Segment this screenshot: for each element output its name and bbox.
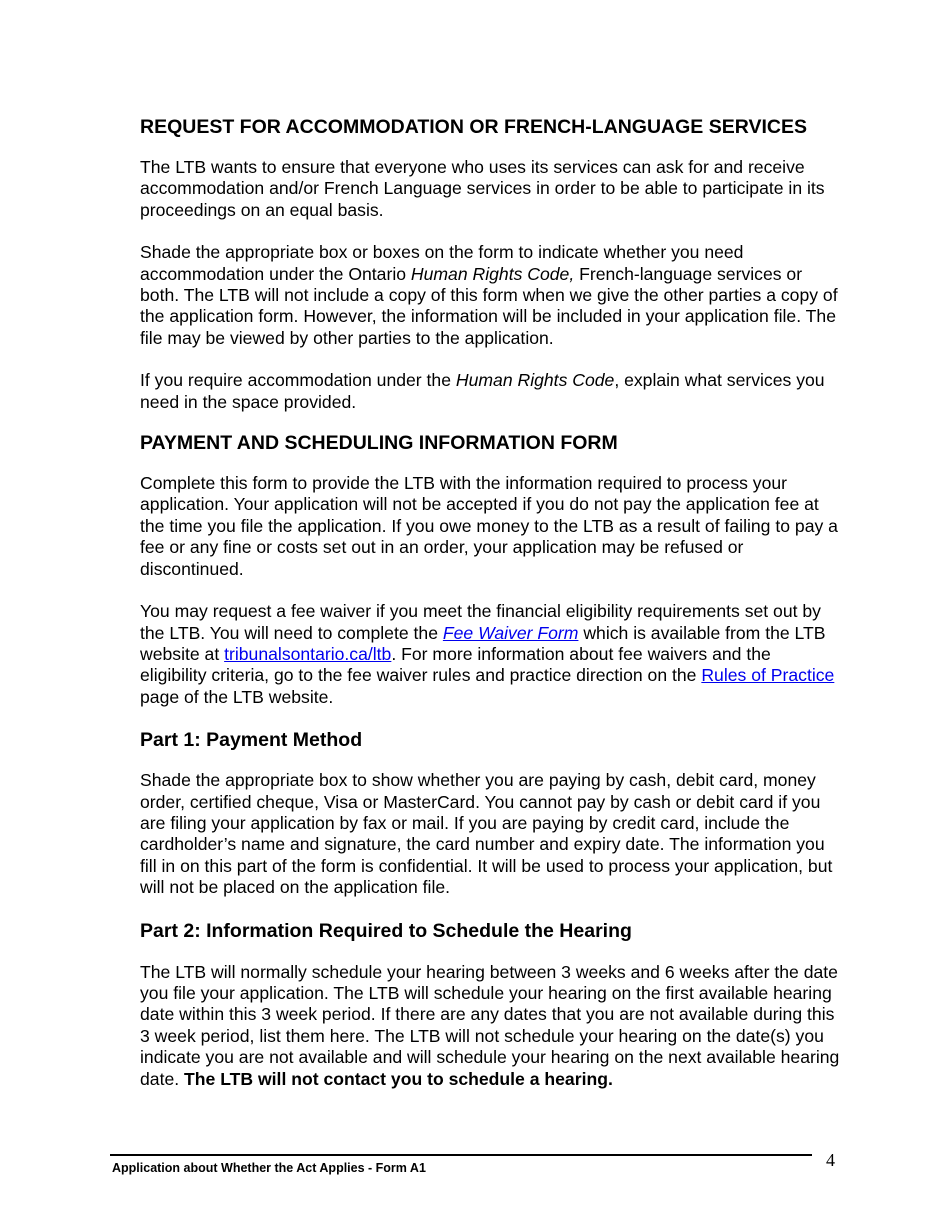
- footer-form-title: Application about Whether the Act Applies - Form A1: [112, 1161, 426, 1175]
- text-span: If you require accommodation under the: [140, 370, 456, 391]
- accommodation-paragraph-1: The LTB wants to ensure that everyone who uses its services can ask for and receive accommodation and/or French Language services in order to be able to participate in its proceedings on an equal basis.: [140, 157, 825, 220]
- payment-paragraph-1: Complete this form to provide the LTB with the information required to process your application. Your application will not be accepted if you do not pay the application fee at the time you file the application. If you owe money to the LTB as a result of failing to pay a fee or any fine or costs set out in an order, your application may be refused or discontinued.: [140, 473, 838, 579]
- payment-paragraph-2: [140, 601, 842, 708]
- part1-paragraph: Shade the appropriate box to show whether you are paying by cash, debit card, money order, certified cheque, Visa or MasterCard. You cannot pay by cash or debit card if you are filing your application by fax or mail. If you are paying by credit card, include the cardholder’s name and signature, the card number and expiry date. The information you fill in on this part of the form is confidential. It will be used to process your application, but will not be placed on the application file.: [140, 770, 833, 898]
- text-span: page of the LTB website.: [140, 686, 334, 707]
- text-span: The LTB will normally schedule your hearing between 3 weeks and 6 weeks after the date you file your application. The LTB will schedule your hearing on the first available hearing date within this 3 week period. If there are any dates that you are not available during this 3 week period, list them here. The LTB will not schedule your hearing on the date(s) you indicate you are not available and will schedule your hearing on the next available hearing date.: [140, 961, 840, 1089]
- text-span: French-language services or both. The LTB will not include a copy of this form when we give the other parties a copy of the application form. However, the information will be included in your application file. The file may be viewed by other parties to the application.: [140, 263, 838, 348]
- text-span: , explain what services you need in the space provided.: [140, 370, 825, 412]
- human-rights-code-italic: Human Rights Code: [455, 370, 615, 391]
- fee-waiver-form-link-text: Fee Waiver Form: [442, 622, 579, 643]
- text-span: which is available from the LTB website at: [140, 622, 826, 664]
- no-contact-notice: The LTB will not contact you to schedule a hearing.: [184, 1068, 613, 1089]
- fee-waiver-form-link[interactable]: [443, 623, 579, 643]
- text-span: Shade the appropriate box or boxes on the form to indicate whether you need accommodation under the Ontario: [140, 242, 744, 284]
- accommodation-paragraph-3: [140, 370, 842, 413]
- text-span: . For more information about fee waivers and the eligibility criteria, go to the fee waiver rules and practice direction on the: [140, 643, 771, 686]
- document-body: [140, 113, 842, 1090]
- part1-heading: Part 1: Payment Method: [140, 729, 363, 752]
- ltb-website-link[interactable]: tribunalsontario.ca/ltb: [224, 643, 392, 664]
- page-number: 4: [826, 1150, 835, 1170]
- text-span: You may request a fee waiver if you meet the financial eligibility requirements set out by the LTB. You will need to complete the: [140, 601, 821, 643]
- rules-of-practice-link[interactable]: Rules of Practice: [701, 665, 835, 686]
- accommodation-paragraph-2: [140, 242, 842, 349]
- part2-heading: Part 2: Information Required to Schedule the Hearing: [140, 919, 632, 942]
- footer-divider: [110, 1154, 812, 1156]
- part2-paragraph: [140, 962, 842, 1090]
- accommodation-heading: REQUEST FOR ACCOMMODATION OR FRENCH-LANGUAGE SERVICES: [140, 116, 807, 138]
- human-rights-code-italic: Human Rights Code,: [410, 263, 575, 284]
- payment-heading: PAYMENT AND SCHEDULING INFORMATION FORM: [140, 432, 618, 455]
